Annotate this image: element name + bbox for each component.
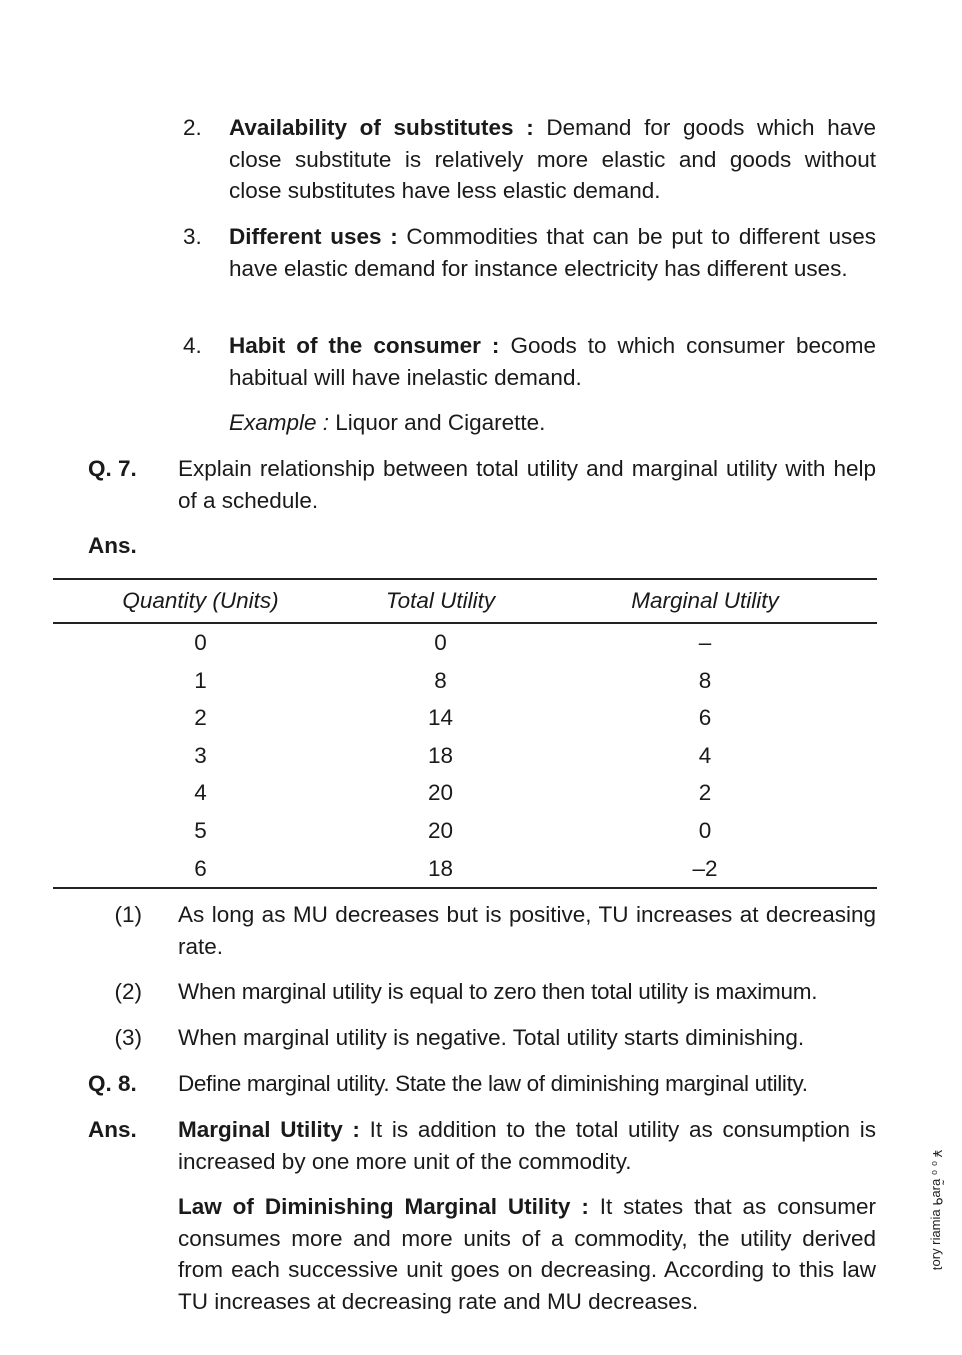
side-publisher-mark [925, 1125, 949, 1295]
table-cell: 0 [434, 630, 447, 656]
item-text: Commodities that can be put to different uses have elastic demand for instance electricity has different uses. [229, 224, 876, 281]
table-cell: – [698, 630, 712, 656]
point-number: (2) [114, 979, 142, 1004]
q7-text: Explain relationship between total utility and marginal utility with help of a schedule. [178, 456, 876, 513]
example-line [229, 407, 545, 439]
header-marginal-utility: Marginal Utility [533, 579, 877, 623]
table-cell: 6 [53, 850, 348, 889]
table-cell: 4 [698, 742, 712, 768]
table-row [53, 737, 877, 775]
item-title: Habit of the consumer : [229, 333, 500, 358]
item-text: Demand for goods which have close substitute is relatively more elastic and goods without close substitutes have less elastic demand. [229, 115, 876, 203]
point-text: As long as MU decreases but is positive, TU increases at decreasing rate. [178, 902, 876, 959]
table-cell: 2 [194, 705, 207, 731]
table-row [53, 774, 877, 812]
point-number: (1) [114, 902, 142, 927]
point-number: (3) [114, 1025, 142, 1050]
side-mark-text: ¥ ₀ ₀ ɐ̃ɹɐᑫ ɐᴉɯɐᴉɹ ʎɹoʇ [930, 1149, 945, 1271]
answer-label [88, 530, 137, 562]
header-quantity: Quantity (Units) [53, 579, 348, 623]
table-row [53, 850, 877, 889]
table-cell: 20 [427, 780, 454, 806]
table-cell: 3 [194, 742, 207, 768]
law-of-diminishing-mu [178, 1191, 876, 1317]
header-total-utility: Total Utility [348, 579, 533, 623]
item-number: 4. [183, 333, 202, 358]
table-cell: 4 [194, 780, 207, 806]
table-row [53, 662, 877, 700]
point-text: When marginal utility is equal to zero then total utility is maximum. [178, 979, 818, 1004]
ans8-label: Ans. [88, 1117, 137, 1142]
table-cell: 2 [698, 780, 712, 806]
table-cell: 14 [427, 705, 454, 731]
table-cell: 6 [698, 705, 712, 731]
table-header-row [53, 579, 877, 623]
item-title: Different uses : [229, 224, 398, 249]
table-row [53, 699, 877, 737]
table-cell: 18 [427, 742, 454, 768]
question-label [88, 453, 137, 485]
item-title: Availability of substitutes : [229, 115, 534, 140]
table-row [53, 812, 877, 850]
question-label [88, 1068, 137, 1100]
table-cell: 8 [434, 667, 447, 693]
point-text: When marginal utility is negative. Total utility starts diminishing. [178, 1025, 805, 1050]
item-text: Goods to which consumer become habitual will have inelastic demand. [229, 333, 876, 390]
answer-label [88, 1114, 137, 1146]
ans7-label: Ans. [88, 533, 137, 558]
law-title: Law of Diminishing Marginal Utility : [178, 1194, 589, 1219]
mu-text: It is addition to the total utility as consumption is increased by one more unit of the commodity. [178, 1117, 877, 1174]
table-cell: 8 [698, 667, 712, 693]
table-cell: 0 [698, 818, 712, 844]
table-cell: 0 [194, 630, 207, 656]
table-cell: 1 [194, 667, 207, 693]
example-label: Example : [229, 410, 330, 435]
q8-text: Define marginal utility. State the law of diminishing marginal utility. [178, 1071, 808, 1096]
q7-label: Q. 7. [88, 456, 137, 481]
item-habit-of-consumer [229, 330, 876, 393]
marginal-utility-definition [178, 1114, 876, 1177]
table-cell: –2 [533, 850, 877, 889]
item-different-uses [229, 221, 876, 284]
item-availability-of-substitutes [229, 112, 876, 207]
item-number: 3. [183, 224, 202, 249]
table-cell: 18 [348, 850, 533, 889]
item-number: 2. [183, 115, 202, 140]
table-row [53, 623, 877, 662]
mu-title: Marginal Utility : [178, 1117, 360, 1142]
table-cell: 20 [427, 818, 454, 844]
law-text: It states that as consumer consumes more and more units of a commodity, the utility derived from each successive unit goes on decreasing. According to this law TU increases at decreasing rate and MU decreases. [178, 1194, 877, 1314]
q8-label: Q. 8. [88, 1071, 137, 1096]
utility-schedule-table [53, 578, 877, 889]
table-cell: 5 [194, 818, 207, 844]
example-text: Liquor and Cigarette. [329, 410, 546, 435]
